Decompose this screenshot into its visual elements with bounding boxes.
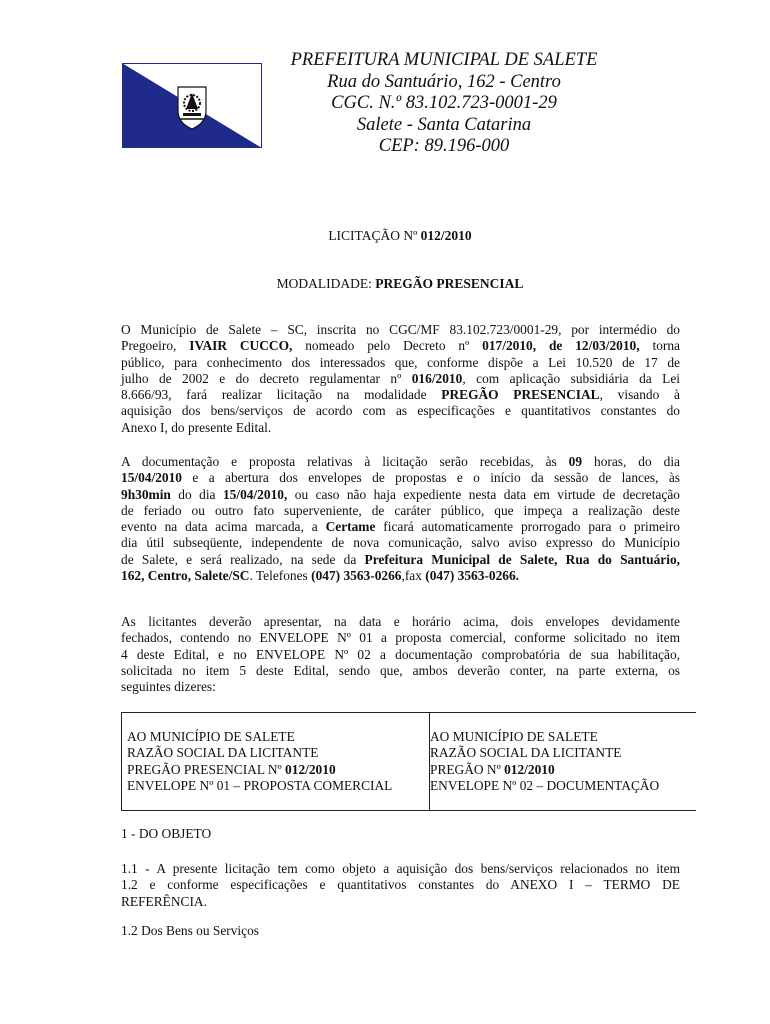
licitacao-number: LICITAÇÃO Nº 012/2010 — [328, 228, 472, 243]
municipality-header — [262, 50, 626, 158]
paragraph-intro: O Município de Salete – SC, inscrita no CGC/MF 83.102.723/0001-29, por intermédio do Pregoeiro, IVAIR CUCCO, nomeado pelo Decreto nº 017/2010, de 12/03/2010, torna público, para conhecimento dos interessados que, conforme dispõe a Lei 10.520 de 17 de julho de 2002 e do decreto regulamentar nº 016/2010, com aplicação subsidiária da Lei 8.666/93, fará realizar licitação na modalidade PREGÃO PRESENCIAL, visando à aquisição dos bens/serviços de acordo com as especificações e quantitativos constantes do Anexo I, do presente Edital. — [121, 322, 681, 435]
header-name: PREFEITURA MUNICIPAL DE SALETE — [290, 50, 598, 70]
paragraph-envelopes: As licitantes deverão apresentar, na data e horário acima, dois envelopes devidamente fechados, contendo no ENVELOPE Nº 01 a proposta comercial, conforme solicitado no item 4 deste Edital, e no ENVELOPE Nº 02 a documentação comprobatória de sua habilitação, solicitada no item 5 deste Edital, sendo que, ambos deverão conter, na parte externa, os seguintes dizeres: — [121, 614, 680, 695]
section-1-1-text: 1.1 - A presente licitação tem como objeto a aquisição dos bens/serviços relacionados no item 1.2 e conforme especificações e quantitativos constantes do ANEXO I – TERMO DE REFERÊNCIA. — [121, 861, 680, 909]
envelope-1-cell: AO MUNICÍPIO DE SALETE RAZÃO SOCIAL DA LICITANTE PREGÃO PRESENCIAL Nº 012/2010 ENVELOPE Nº 01 – PROPOSTA COMERCIAL — [121, 713, 430, 810]
header-address: Rua do Santuário, 162 - Centro — [327, 71, 561, 92]
envelope-2-cell: AO MUNICÍPIO DE SALETE RAZÃO SOCIAL DA LICITANTE PREGÃO Nº 012/2010 ENVELOPE Nº 02 – DOCUMENTAÇÃO — [430, 729, 660, 793]
header-city: Salete - Santa Catarina — [356, 114, 532, 135]
section-1-2-title: 1.2 Dos Bens ou Serviços — [121, 923, 259, 938]
header-cep: CEP: 89.196-000 — [378, 136, 510, 156]
modalidade-line: MODALIDADE: PREGÃO PRESENCIAL — [276, 276, 524, 291]
envelope-labels-table — [121, 712, 696, 811]
paragraph-schedule: A documentação e proposta relativas à licitação serão recebidas, às 09 horas, do dia 15/04/2010 e a abertura dos envelopes de propostas e o início da sessão de lances, às 9h30min do dia 15/04/2010, ou caso não haja expediente nesta data em virtude de decretação de feriado ou outro fato superveniente, de caráter público, que impeça a realização deste evento na data acima marcada, a Certame ficará automaticamente prorrogado para o primeiro dia útil subseqüente, independente de nova comunicação, salvo aviso expresso do Município de Salete, e será realizado, na sede da Prefeitura Municipal de Salete, Rua do Santuário, 162, Centro, Salete/SC. Telefones (047) 3563-0266,fax (047) 3563-0266. — [121, 454, 680, 584]
section-1-title: 1 - DO OBJETO — [121, 826, 212, 841]
header-cgc: CGC. N.º 83.102.723-0001-29 — [331, 93, 557, 113]
municipal-flag-logo — [122, 63, 262, 148]
